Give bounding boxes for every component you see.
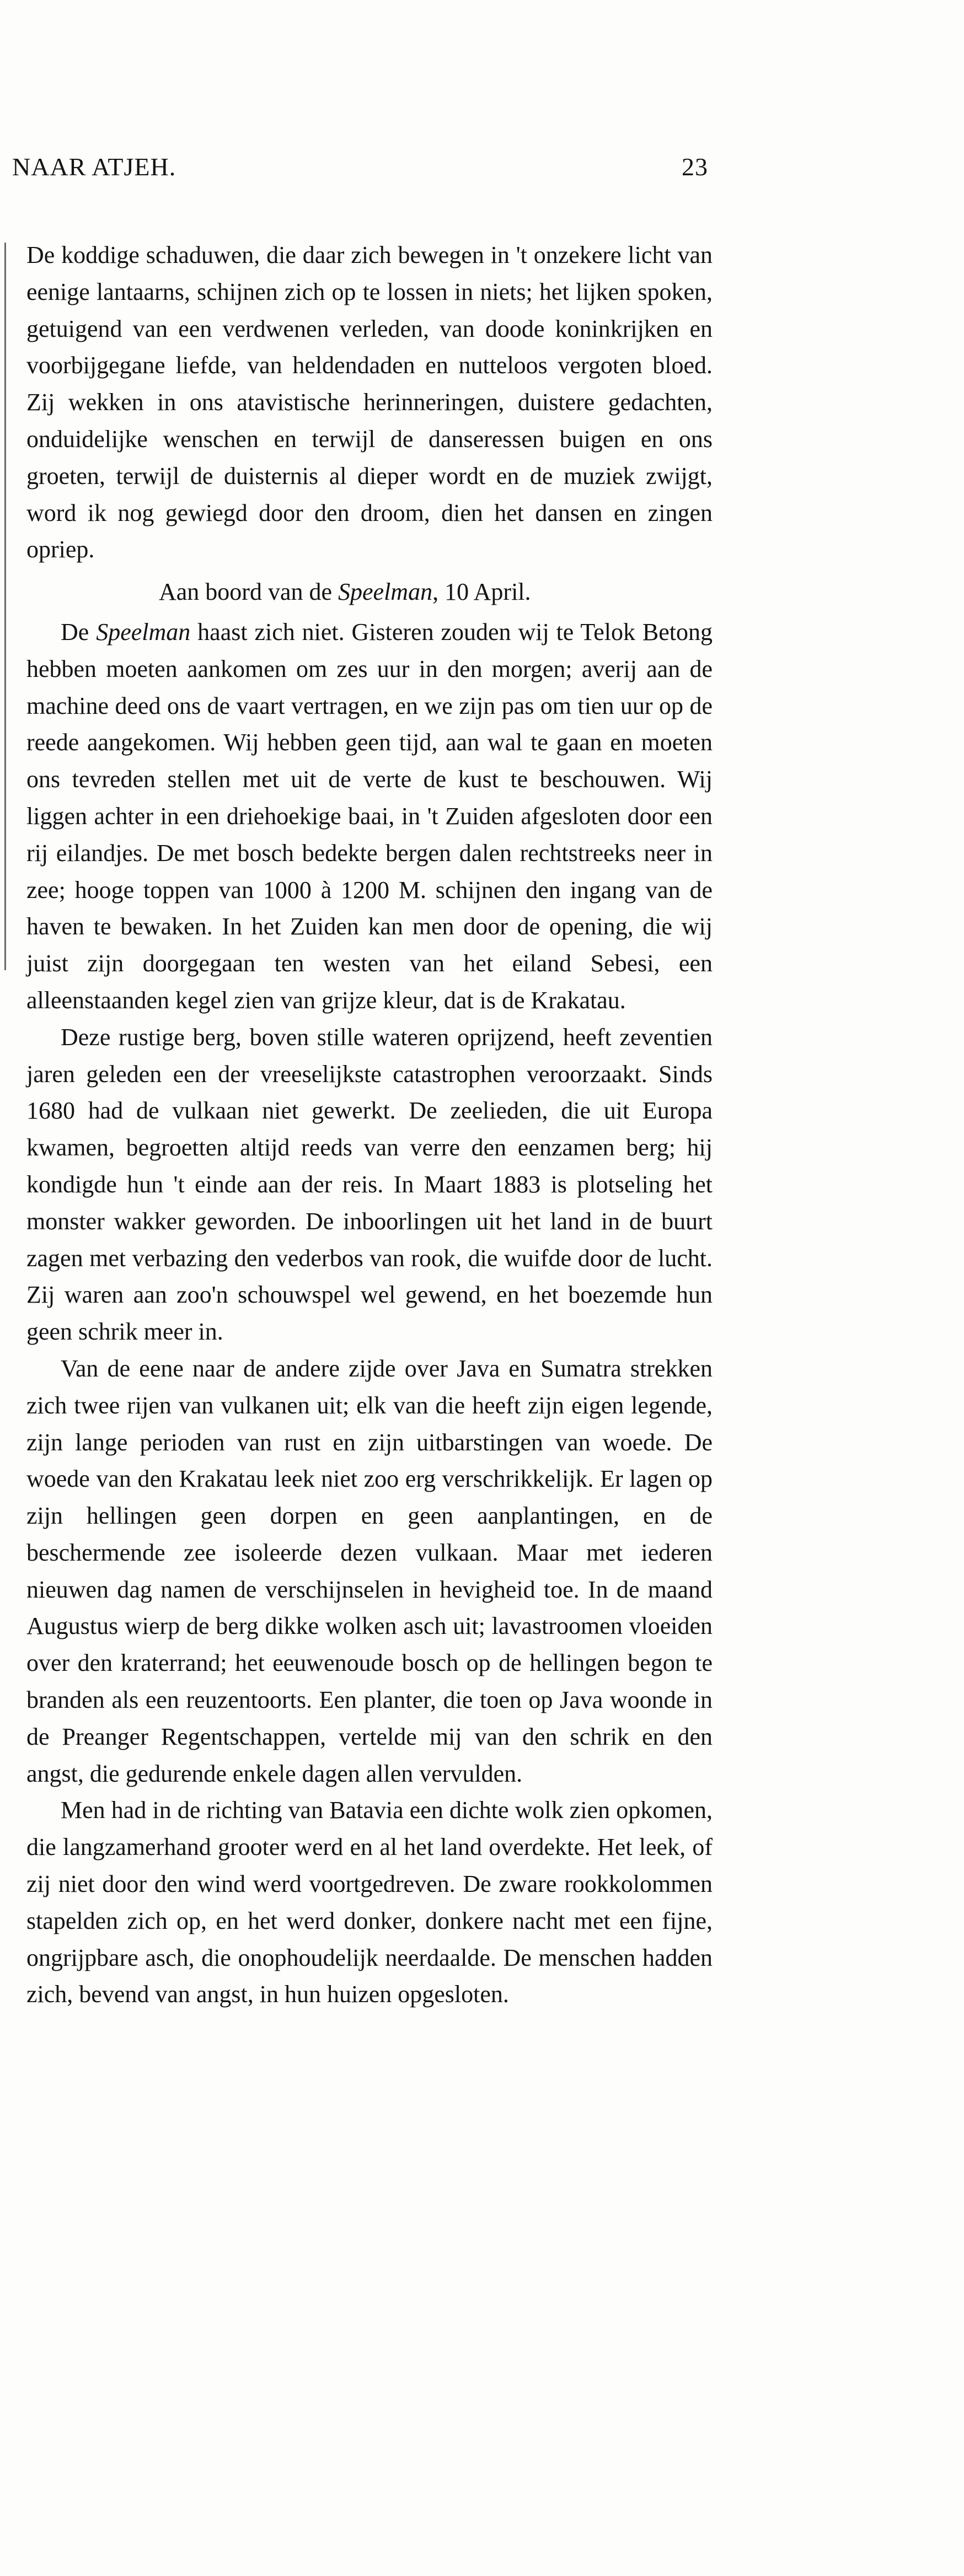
ship-name: Speelman bbox=[96, 618, 191, 646]
ship-name: Speelman bbox=[338, 578, 433, 606]
dateline-prefix: Aan boord van de bbox=[159, 578, 339, 606]
paragraph-1: De koddige schaduwen, die daar zich bewegen in 't onzekere licht van eenige lantaarns, schijnen zich op te lossen in niets; het lijken spoken, getuigend van een verdwenen verleden, van doode koninkrijken en voorbijgegane liefde, van heldendaden en nutteloos vergoten bloed. Zij wekken in ons atavistische herinneringen, duistere gedachten, onduidelijke wenschen en terwijl de danseressen buigen en ons groeten, terwijl de duisternis al dieper wordt en de muziek zwijgt, word ik nog gewiegd door den droom, dien het dansen en zingen opriep. bbox=[26, 241, 713, 563]
running-head: NAAR ATJEH. bbox=[12, 153, 176, 181]
dateline-date: , 10 April. bbox=[432, 578, 531, 606]
page-number: 23 bbox=[682, 153, 708, 181]
paragraph-4: Van de eene naar de andere zijde over Java en Sumatra strekken zich twee rijen van vulkanen uit; elk van die heeft zijn eigen legende, zijn lange perioden van rust en zijn uitbarstingen van woede. De woede van den Krakatau leek niet zoo erg verschrikkelijk. Er lagen op zijn hellingen geen dorpen en geen aanplantingen, en de beschermende zee isoleerde dezen vulkaan. Maar met iederen nieuwen dag namen de verschijnselen in hevigheid toe. In de maand Augustus wierp de berg dikke wolken asch uit; lavastroomen vloeiden over den kraterrand; het eeuwenoude bosch op de hellingen begon te branden als een reuzentoorts. Een planter, die toen op Java woonde in de Preanger Regentschappen, vertelde mij van den schrik en den angst, die gedurende enkele dagen allen vervulden. bbox=[26, 1354, 713, 1787]
dateline bbox=[26, 574, 713, 611]
margin-rule bbox=[4, 243, 6, 970]
page-header bbox=[12, 152, 708, 196]
paragraph-2-text: haast zich niet. Gisteren zouden wij te Telok Betong hebben moeten aankomen om zes uur in den morgen; averij aan de machine deed ons de vaart vertragen, en we zijn pas om tien uur op de reede aangekomen. Wij hebben geen tijd, aan wal te gaan en moeten ons tevreden stellen met uit de verte de kust te beschouwen. Wij liggen achter in een driehoekige baai, in 't Zuiden afgesloten door een rij eilandjes. De met bosch bedekte bergen dalen rechtstreeks neer in zee; hooge toppen van 1000 à 1200 M. schijnen den ingang van de haven te bewaken. In het Zuiden kan men door de opening, die wij juist zijn doorgegaan ten westen van het eiland Sebesi, een alleenstaanden kegel zien van grijze kleur, dat is de Krakatau. bbox=[26, 618, 713, 1014]
paragraph-3: Deze rustige berg, boven stille wateren oprijzend, heeft zeventien jaren geleden een der vreeselijkste catastrophen veroorzaakt. Sinds 1680 had de vulkaan niet gewerkt. De zeelieden, die uit Europa kwamen, begroetten altijd reeds van verre den eenzamen berg; hij kondigde hun 't einde aan der reis. In Maart 1883 is plotseling het monster wakker geworden. De inboorlingen uit het land in de buurt zagen met verbazing den vederbos van rook, die wuifde door de lucht. Zij waren aan zoo'n schouwspel wel gewend, en het boezemde hun geen schrik meer in. bbox=[26, 1023, 713, 1346]
body-text bbox=[26, 237, 713, 2013]
paragraph-2 bbox=[26, 614, 713, 1019]
paragraph-2-lead: De bbox=[61, 618, 97, 646]
paragraph-5: Men had in de richting van Batavia een dichte wolk zien opkomen, die langzamerhand grooter werd en al het land overdekte. Het leek, of zij niet door den wind werd voortgedreven. De zware rookkolommen stapelden zich op, en het werd donker, donkere nacht met een fijne, ongrijpbare asch, die onophoudelijk neerdaalde. De menschen hadden zich, bevend van angst, in hun huizen opgesloten. bbox=[26, 1797, 713, 2008]
